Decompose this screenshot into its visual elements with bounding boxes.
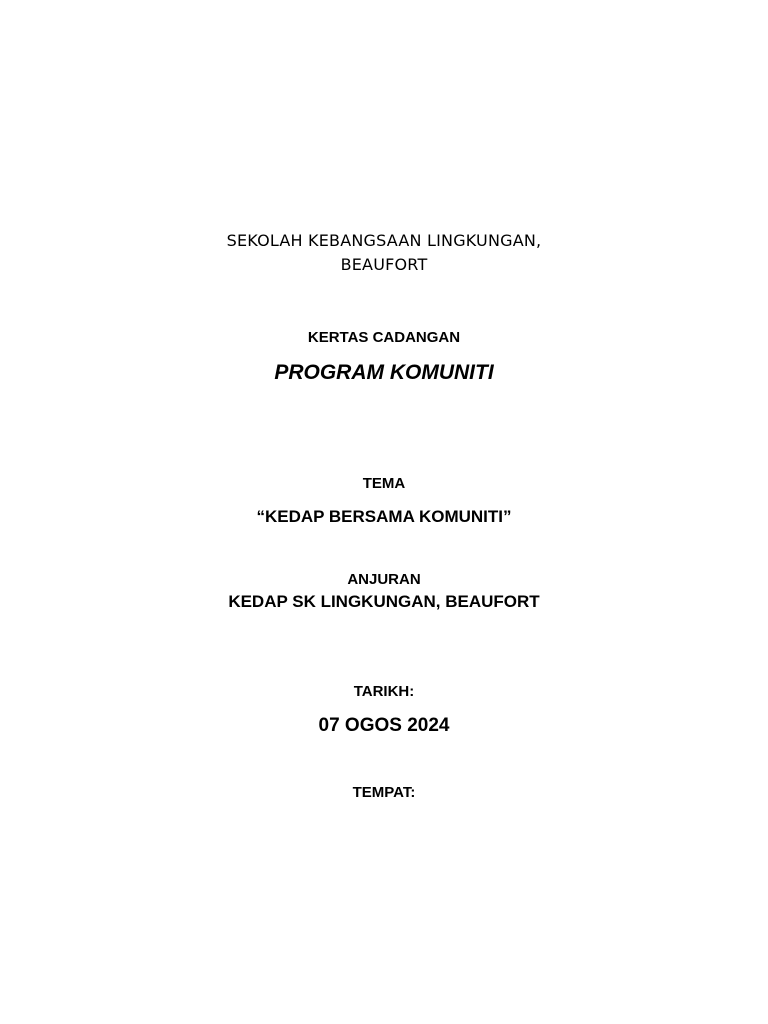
venue-label: TEMPAT: — [352, 784, 416, 801]
theme-label: TEMA — [362, 475, 406, 492]
organizer-label: ANJURAN — [347, 571, 421, 588]
proposal-label: KERTAS CADANGAN — [307, 329, 461, 346]
theme-value: “KEDAP BERSAMA KOMUNITI” — [256, 507, 512, 526]
organizer-value: KEDAP SK LINGKUNGAN, BEAUFORT — [228, 592, 540, 611]
date-value: 07 OGOS 2024 — [318, 715, 450, 736]
school-name-line1: SEKOLAH KEBANGSAAN LINGKUNGAN, — [226, 231, 542, 250]
date-label: TARIKH: — [353, 683, 415, 700]
program-title: PROGRAM KOMUNITI — [274, 361, 494, 384]
school-name-line2: BEAUFORT — [340, 255, 428, 274]
